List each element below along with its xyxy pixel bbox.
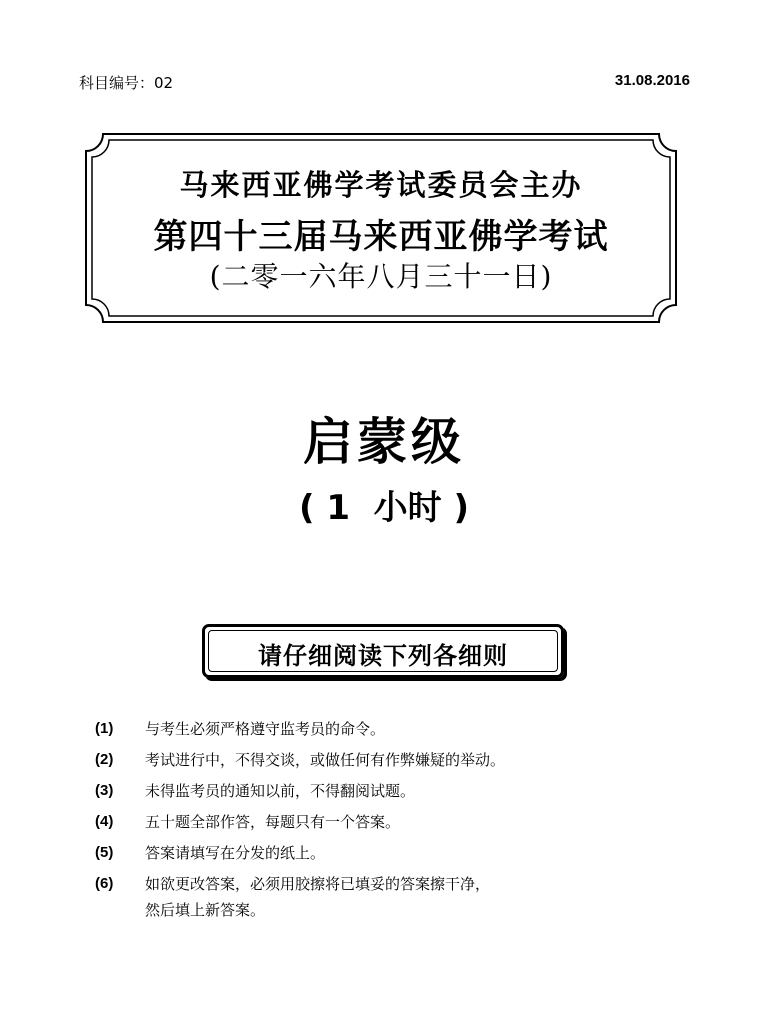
rule-number: (5) [95,844,114,861]
exam-date-chinese: (二零一六年八月三十一日) [209,260,553,293]
duration: ( 1 小时 ) [298,488,470,528]
rule-text [145,871,695,923]
rules-list [95,716,695,928]
instructions-heading-box [202,624,564,678]
exam-date: 31.08.2016 [614,72,690,89]
rule-number: (4) [95,813,114,830]
rule-item [95,747,695,773]
rule-item [95,809,695,835]
rule-text-line: 然后填上新答案。 [145,901,266,919]
organizer-title: 马来西亚佛学考试委员会主办 [179,168,583,202]
rule-number: (3) [95,782,114,799]
rule-text: 与考生必须严格遵守监考员的命令。 [145,720,386,738]
rule-item [95,716,695,742]
level-title: 启蒙级 [303,412,465,471]
rule-item [95,778,695,804]
exam-title: 第四十三届马来西亚佛学考试 [153,217,609,257]
title-box [85,133,677,323]
rule-number: (1) [95,720,114,737]
rule-text: 五十题全部作答，每题只有一个答案。 [145,813,401,831]
subject-code: 科目编号：02 [79,74,174,92]
rule-item [95,871,695,923]
rule-text: 答案请填写在分发的纸上。 [145,844,326,862]
rule-text-line: 如欲更改答案，必须用胶擦将已填妥的答案擦干净， [145,875,491,893]
rule-text: 考试进行中，不得交谈，或做任何有作弊嫌疑的举动。 [145,751,506,769]
rule-text: 未得监考员的通知以前，不得翻阅试题。 [145,782,416,800]
rule-number: (2) [95,751,114,768]
instructions-heading: 请仔细阅读下列各细则 [258,641,508,670]
rule-number: (6) [95,875,114,892]
rule-item [95,840,695,866]
